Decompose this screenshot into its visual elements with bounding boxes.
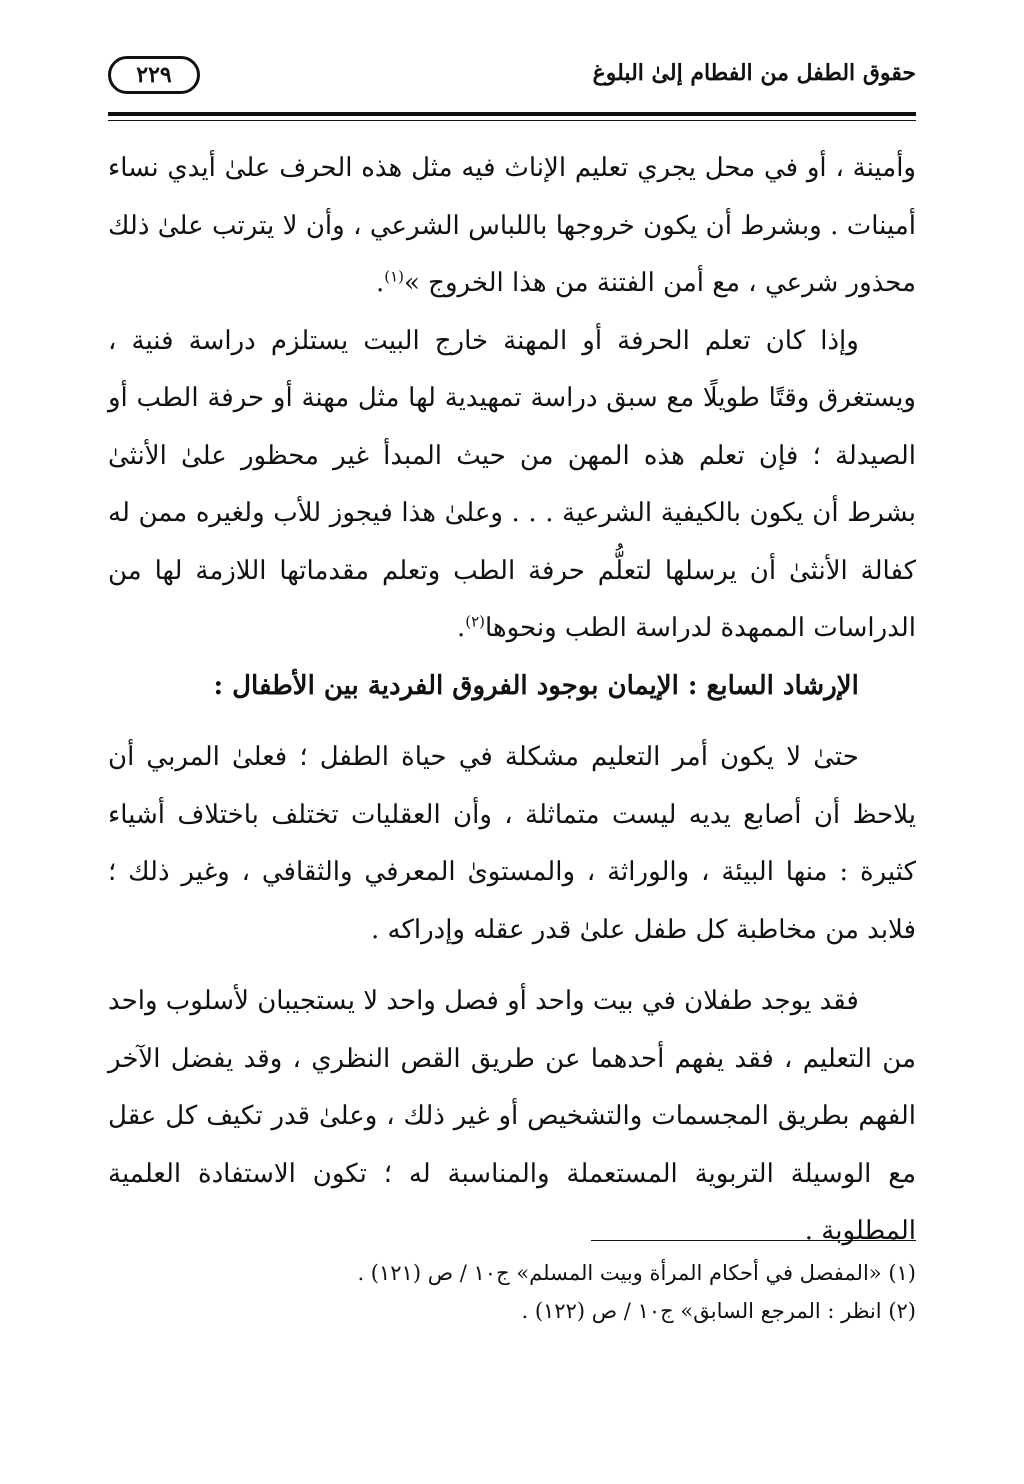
- paragraph-2: [108, 313, 916, 658]
- footnote-rule: [591, 1240, 916, 1241]
- paragraph-1: [108, 140, 916, 313]
- page-number: ٢٢٩: [108, 56, 200, 94]
- footnote-1: (١) «المفصل في أحكام المرأة وبيت المسلم» ج١٠ / ص (١٢١) .: [357, 1261, 916, 1285]
- paragraph-4: فقد يوجد طفلان في بيت واحد أو فصل واحد لا يستجيبان لأسلوب واحد من التعليم ، فقد يفهم أحدهما عن طريق القص النظري ، وقد يفضل الآخر الفهم بطريق المجسمات والتشخيص أو غير ذلك ، وعلىٰ قدر تكيف كل عقل مع الوسيلة التربوية المستعملة والمناسبة له ؛ تكون الاستفادة العلمية المطلوبة .: [108, 986, 916, 1246]
- header-rule-thin: [108, 120, 916, 121]
- section-heading: الإرشاد السابع : الإيمان بوجود الفروق الفردية بين الأطفال :: [213, 670, 859, 701]
- footnote-ref-1: (١): [384, 267, 404, 286]
- header-rule: [108, 112, 916, 116]
- paragraph-2-text: وإذا كان تعلم الحرفة أو المهنة خارج البيت يستلزم دراسة فنية ، ويستغرق وقتًا طويلًا مع سبق دراسة تمهيدية لها مثل مهنة أو حرفة الطب أو الصيدلة ؛ فإن تعلم هذه المهن من حيث المبدأ غير محظور علىٰ الأنثىٰ بشرط أن يكون بالكيفية الشرعية . . . وعلىٰ هذا فيجوز للأب ولغيره ممن له كفالة الأنثىٰ أن يرسلها لتعلُّم حرفة الطب وتعلم مقدماتها اللازمة لها من الدراسات الممهدة لدراسة الطب ونحوها: [108, 325, 916, 643]
- main-text: [108, 140, 916, 1261]
- paragraph-1-end: .: [375, 268, 385, 298]
- page-header: [108, 52, 916, 104]
- footnotes: [108, 1254, 916, 1330]
- paragraph-1-text: وأمينة ، أو في محل يجري تعليم الإناث فيه مثل هذه الحرف علىٰ أيدي نساء أمينات . وبشرط أن يكون خروجها باللباس الشرعي ، وأن لا يترتب علىٰ ذلك محذور شرعي ، مع أمن الفتنة من هذا الخروج »: [108, 153, 916, 298]
- footnote-ref-2: (٢): [465, 612, 485, 631]
- paragraph-3: حتىٰ لا يكون أمر التعليم مشكلة في حياة الطفل ؛ فعلىٰ المربي أن يلاحظ أن أصابع يديه ليست متماثلة ، وأن العقليات تختلف باختلاف أشياء كثيرة : منها البيئة ، والوراثة ، والمستوىٰ المعرفي والثقافي ، وغير ذلك ؛ فلابد من مخاطبة كل طفل علىٰ قدر عقله وإدراكه .: [108, 742, 916, 945]
- paragraph-2-end: .: [456, 613, 466, 643]
- footnote-2: (٢) انظر : المرجع السابق» ج١٠ / ص (١٢٢) .: [521, 1299, 916, 1323]
- running-title: حقوق الطفل من الفطام إلىٰ البلوغ: [592, 60, 916, 86]
